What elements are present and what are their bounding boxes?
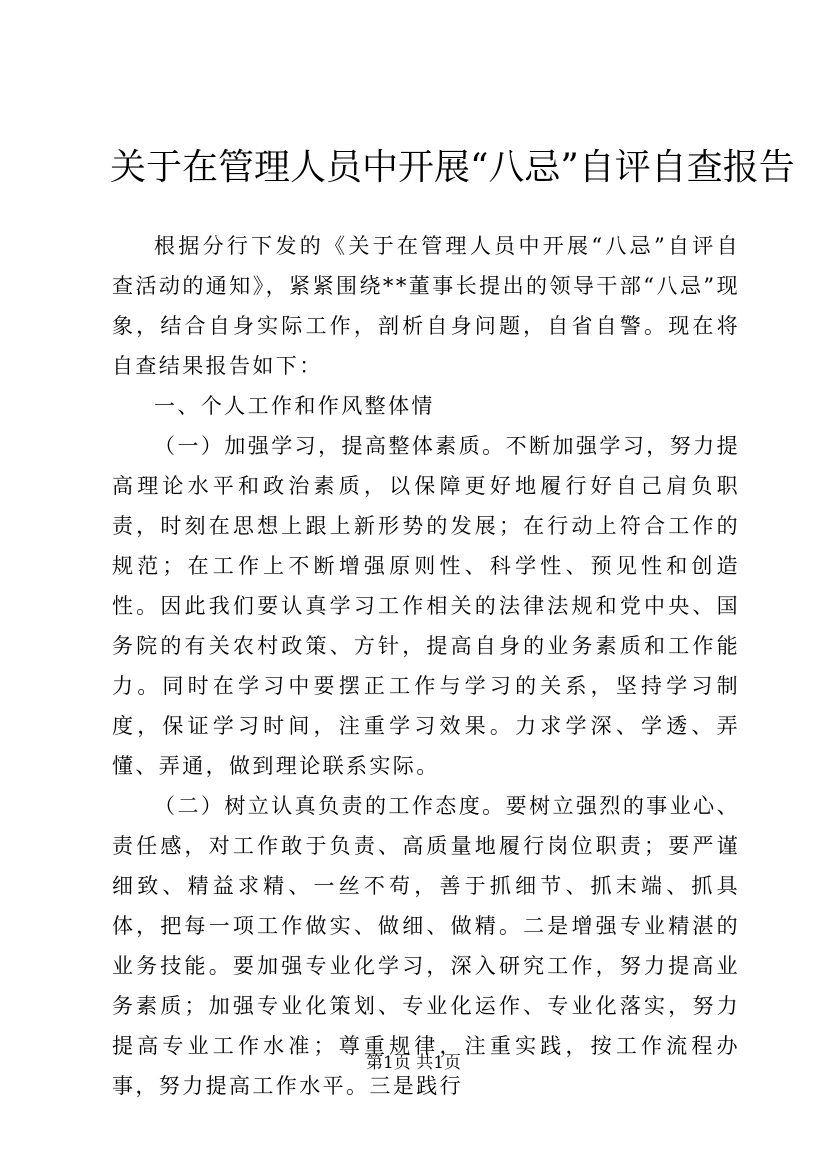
- paragraph-study: （一）加强学习，提高整体素质。不断加强学习，努力提高理论水平和政治素质，以保障更好地履行好自己肩负职责，时刻在思想上跟上新形势的发展；在行动上符合工作的规范；在工作上不断增强原则性、科学性、预见性和创造性。因此我们要认真学习工作相关的法律法规和党中央、国务院的有关农村政策、方针，提高自身的业务素质和工作能力。同时在学习中要摆正工作与学习的关系，坚持学习制度，保证学习时间，注重学习效果。力求学深、学透、弄懂、弄通，做到理论联系实际。: [112, 434, 740, 778]
- section-heading-1: 一、个人工作和作风整体情: [154, 394, 435, 418]
- paragraph-intro: 根据分行下发的《关于在管理人员中开展“八忌”自评自查活动的通知》，紧紧围绕**董事长提出的领导干部“八忌”现象，结合自身实际工作，剖析自身问题，自省自警。现在将自查结果报告如下：: [112, 234, 740, 378]
- paragraph-attitude: （二）树立认真负责的工作态度。要树立强烈的事业心、责任感，对工作敢于负责、高质量地履行岗位职责；要严谨细致、精益求精、一丝不苟，善于抓细节、抓末端、抓具体，把每一项工作做实、做细、做精。二是增强专业精湛的业务技能。要加强专业化学习，深入研究工作，努力提高业务素质；加强专业化策划、专业化运作、专业化落实，努力提高专业工作水准；尊重规律，注重实践，按工作流程办事，努力提高工作水平。三是践行: [112, 794, 740, 1098]
- page-footer: 第1页 共1页: [365, 1053, 462, 1073]
- document-body: [112, 226, 740, 1106]
- document-title: 关于在管理人员中开展“八忌”自评自查报告: [110, 147, 795, 188]
